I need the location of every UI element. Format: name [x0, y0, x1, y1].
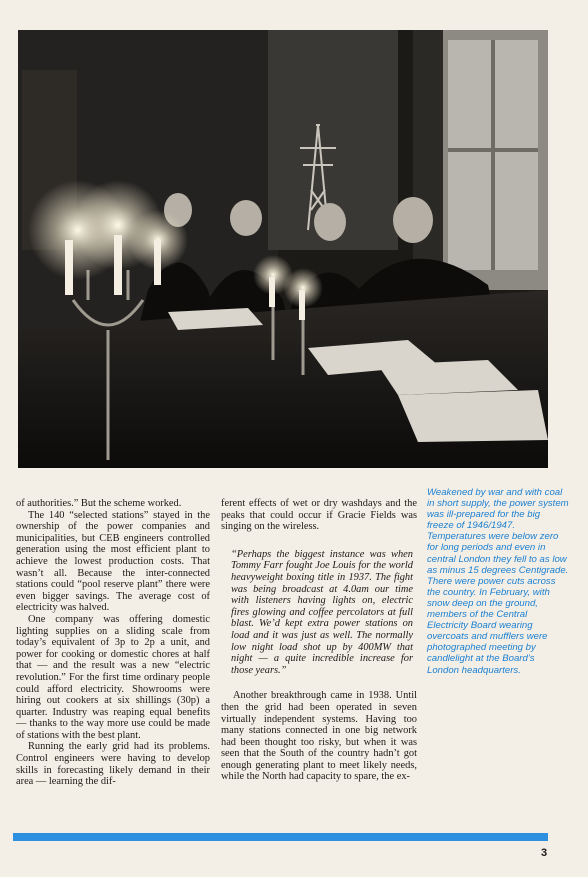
article-paragraph: ferent effects of wet or dry washdays and the peaks that could occur if Gracie Fields was singing on the wireless. — [221, 498, 417, 533]
article-paragraph: The 140 “selected stations” stayed in the ownership of the power companies and municipalities, but CEB engineers controlled generation using the most efficient plant to achieve the lowest production costs. That wasn’t all. Because the inter-connected stations could “pool reserve plant” there were even bigger savings. The average cost of electricity was halved. — [16, 509, 210, 614]
article-column-2 — [221, 498, 417, 783]
boardroom-candlelight-photo — [18, 30, 548, 468]
page-number: 3 — [541, 847, 548, 859]
article-paragraph: of authorities.” But the scheme worked. — [16, 498, 182, 509]
article-paragraph: Running the early grid had its problems. Control engineers were having to develop skills in forecasting likely demand in their area — learning the dif- — [16, 741, 210, 788]
photo-illustration — [18, 30, 548, 468]
photo-caption: Weakened by war and with coal in short supply, the power system was ill-prepared for the big freeze of 1946/1947. Temperatures were below zero for long periods and even in central London they fell to as low as minus 15 degrees Centigrade. There were power cuts across the country. In February, with snow deep on the ground, members of the Central Electricity Board wearing overcoats and mufflers were photographed meeting by candlelight at the Board’s London headquarters. — [427, 487, 569, 676]
article-column-1 — [16, 498, 210, 788]
footer-rule — [13, 833, 548, 841]
article-paragraph: Another breakthrough came in 1938. Until then the grid had been operated in seven virtually independent systems. Having too many stations connected in one big network had been thought too risky, but when it was seen that the South of the country hadn’t got enough generating plant to meet likely needs, while the North had capacity to spare, the ex- — [221, 690, 417, 783]
article-paragraph: One company was offering domestic lighting supplies on a sliding scale from today’s equivalent of 3p to 2p a unit, and power for cooking or domestic chores at half that — and the result was a new “electric revolution.” For the first time ordinary people could afford electricity. Showrooms were hiring out cookers at six shillings (30p) a quarter. Industry was reaping equal benefits — thanks to the way more use could be made of stations with the best plant. — [16, 613, 210, 741]
pull-quote: “Perhaps the biggest instance was when Tommy Farr fought Joe Louis for the world heavyweight boxing title in 1937. The fight was being broadcast at 4.0am our time with listeners having lights on, electric fires glowing and coffee percolators at full blast. We’d kept extra power stations on load and it was just as well. The normally low night load shot up by 400MW that night — a quite incredible increase for those years.” — [231, 548, 413, 676]
